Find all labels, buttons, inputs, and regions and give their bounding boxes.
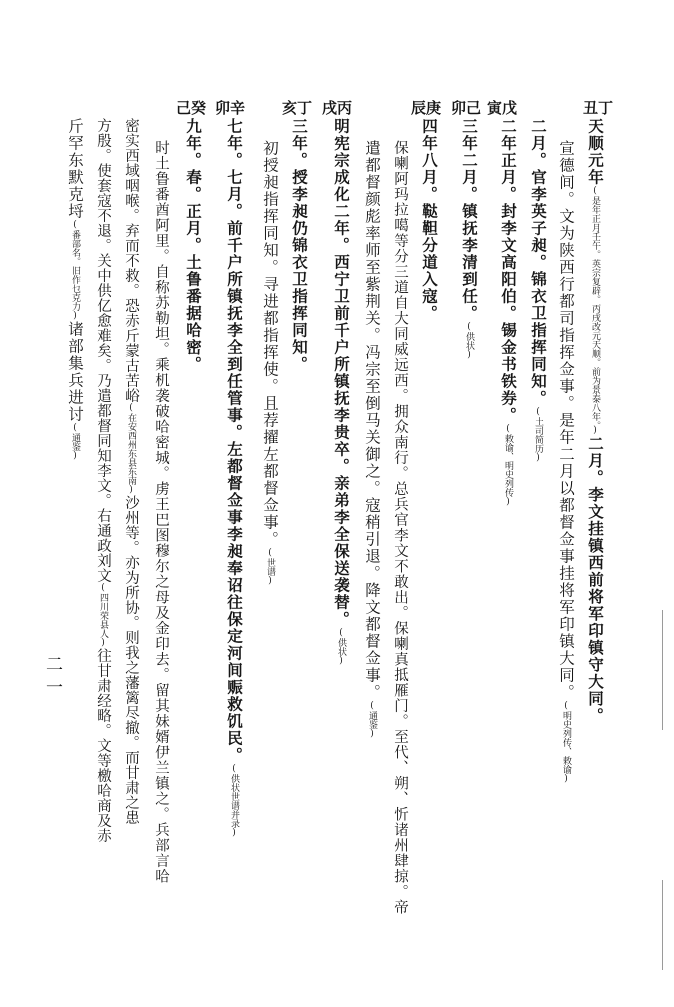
- column-5-heading: 三年二月。镇抚李清到任。: [460, 118, 479, 322]
- column-16-note: (四川荣县人): [98, 583, 108, 648]
- text-column-3: [527, 118, 549, 463]
- column-9-heading: 明宪宗成化二年。西宁卫前千户所镇抚李贵卒。亲弟李全保送袭替。: [332, 118, 351, 628]
- column-1-heading: 天顺元年: [586, 118, 605, 186]
- text-column-13: [182, 118, 204, 373]
- column-17-note-b: (通鉴): [70, 423, 80, 461]
- column-3-note: (土司简历): [533, 407, 543, 463]
- year-label-4: 寅戊: [487, 99, 518, 117]
- year-label-9: 亥丁: [282, 99, 313, 117]
- text-column-14: [150, 140, 172, 884]
- year-label-6: 辰庚: [411, 99, 442, 117]
- text-column-6: [418, 118, 440, 322]
- column-17-note-a: (番部名。旧作乜克力): [70, 220, 80, 321]
- text-column-1: [584, 118, 606, 725]
- text-column-8: [361, 140, 383, 739]
- column-15-note: (在安西州东县东南): [126, 403, 136, 495]
- text-column-11: [259, 140, 281, 586]
- column-17-text-b: 诸部集兵进讨: [66, 321, 84, 423]
- year-label-8: 戌丙: [322, 99, 353, 117]
- column-2-text: 宣德间。文为陕西行都司指挥佥事。是年二月以都督佥事挂将军印镇大同。: [557, 140, 575, 701]
- column-8-text: 遣都督颜彪率师至紫荆关。冯宗至倒马关御之。寇稍引退。降文都督佥事。: [363, 140, 381, 701]
- column-2-note: (明史列传、敕谕): [561, 701, 571, 784]
- column-10-heading: 三年。授李昶仍锦衣卫指挥同知。: [290, 118, 309, 373]
- column-17-text-a: 斤罕东默克埒: [66, 118, 84, 220]
- scan-edge-mark: [662, 610, 663, 730]
- column-11-text: 初授昶指挥同知。寻进都指挥使。且荐擢左都督佥事。: [261, 140, 279, 548]
- column-4-note: (敕谕、明史列传): [503, 424, 513, 507]
- text-column-5: [458, 118, 480, 360]
- column-9-note: (供状): [336, 628, 346, 666]
- text-column-9: [330, 118, 352, 666]
- column-12-heading: 七年。七月。前千户所镇抚李全到任管事。左都督佥事李昶奉诏往保定河间赈救饥民。: [225, 118, 244, 764]
- year-label-5: 卯己: [451, 99, 482, 117]
- text-column-4: [497, 118, 519, 507]
- text-column-17: [64, 118, 86, 461]
- column-5-note: (供状): [464, 322, 474, 360]
- text-column-12: [223, 118, 245, 838]
- column-14-text: 时土鲁番酋阿里。自称苏勒坦。乘机袭破哈密城。虏王巴图穆尔之母及金印去。留其妹婿伊兰镇之。兵部言哈: [153, 140, 169, 884]
- text-column-10: [288, 118, 310, 373]
- page-number: 二一: [42, 655, 62, 701]
- column-15-text-b: 沙州等。亦为所协。则我之藩篱尽撤。而甘肃之患: [123, 495, 139, 825]
- column-4-heading: 二年正月。封李文高阳伯。锡金书铁券。: [499, 118, 518, 424]
- column-13-heading: 九年。春。正月。土鲁番据哈密。: [184, 118, 203, 373]
- year-label-11: 卯辛: [215, 99, 246, 117]
- column-16-text-a: 方殷。使套寇不退。关中供亿愈难矣。乃遣都督同知李文。右通政刘文: [95, 118, 111, 583]
- scan-edge-mark: [662, 880, 663, 970]
- column-16-text-b: 往甘肃经略。文等檄哈商及赤: [95, 648, 111, 843]
- column-12-note: (供状世谱并录): [229, 764, 239, 838]
- text-column-16: [92, 118, 114, 843]
- text-column-2: [555, 140, 577, 784]
- column-1-note: (是年正月壬午。英宗复辟。丙戌改元天顺。前为景泰八年。): [590, 186, 600, 436]
- column-6-heading: 四年八月。鞑靼分道入寇。: [420, 118, 439, 322]
- text-column-7: [389, 140, 411, 915]
- column-1-rest: 二月。李文挂镇西前将军印镇守大同。: [586, 435, 605, 725]
- column-11-note: (世谱): [265, 548, 275, 586]
- text-column-15: [120, 118, 142, 825]
- year-label-1: 丑丁: [583, 99, 614, 117]
- column-7-text: 保喇阿玛拉噶等分三道自大同威远西。拥众南行。总兵官李文不敢出。保喇真抵雁门。至代、朔、忻诸州肆掠。帝: [392, 140, 408, 915]
- year-label-12: 己癸: [176, 99, 207, 117]
- column-3-heading: 二月。官李英子昶。锦衣卫指挥同知。: [529, 118, 548, 407]
- column-15-text-a: 密实西域咽喉。弃而不救。恐赤斤蒙古苦峪: [123, 118, 139, 403]
- column-8-note: (通鉴): [367, 701, 377, 739]
